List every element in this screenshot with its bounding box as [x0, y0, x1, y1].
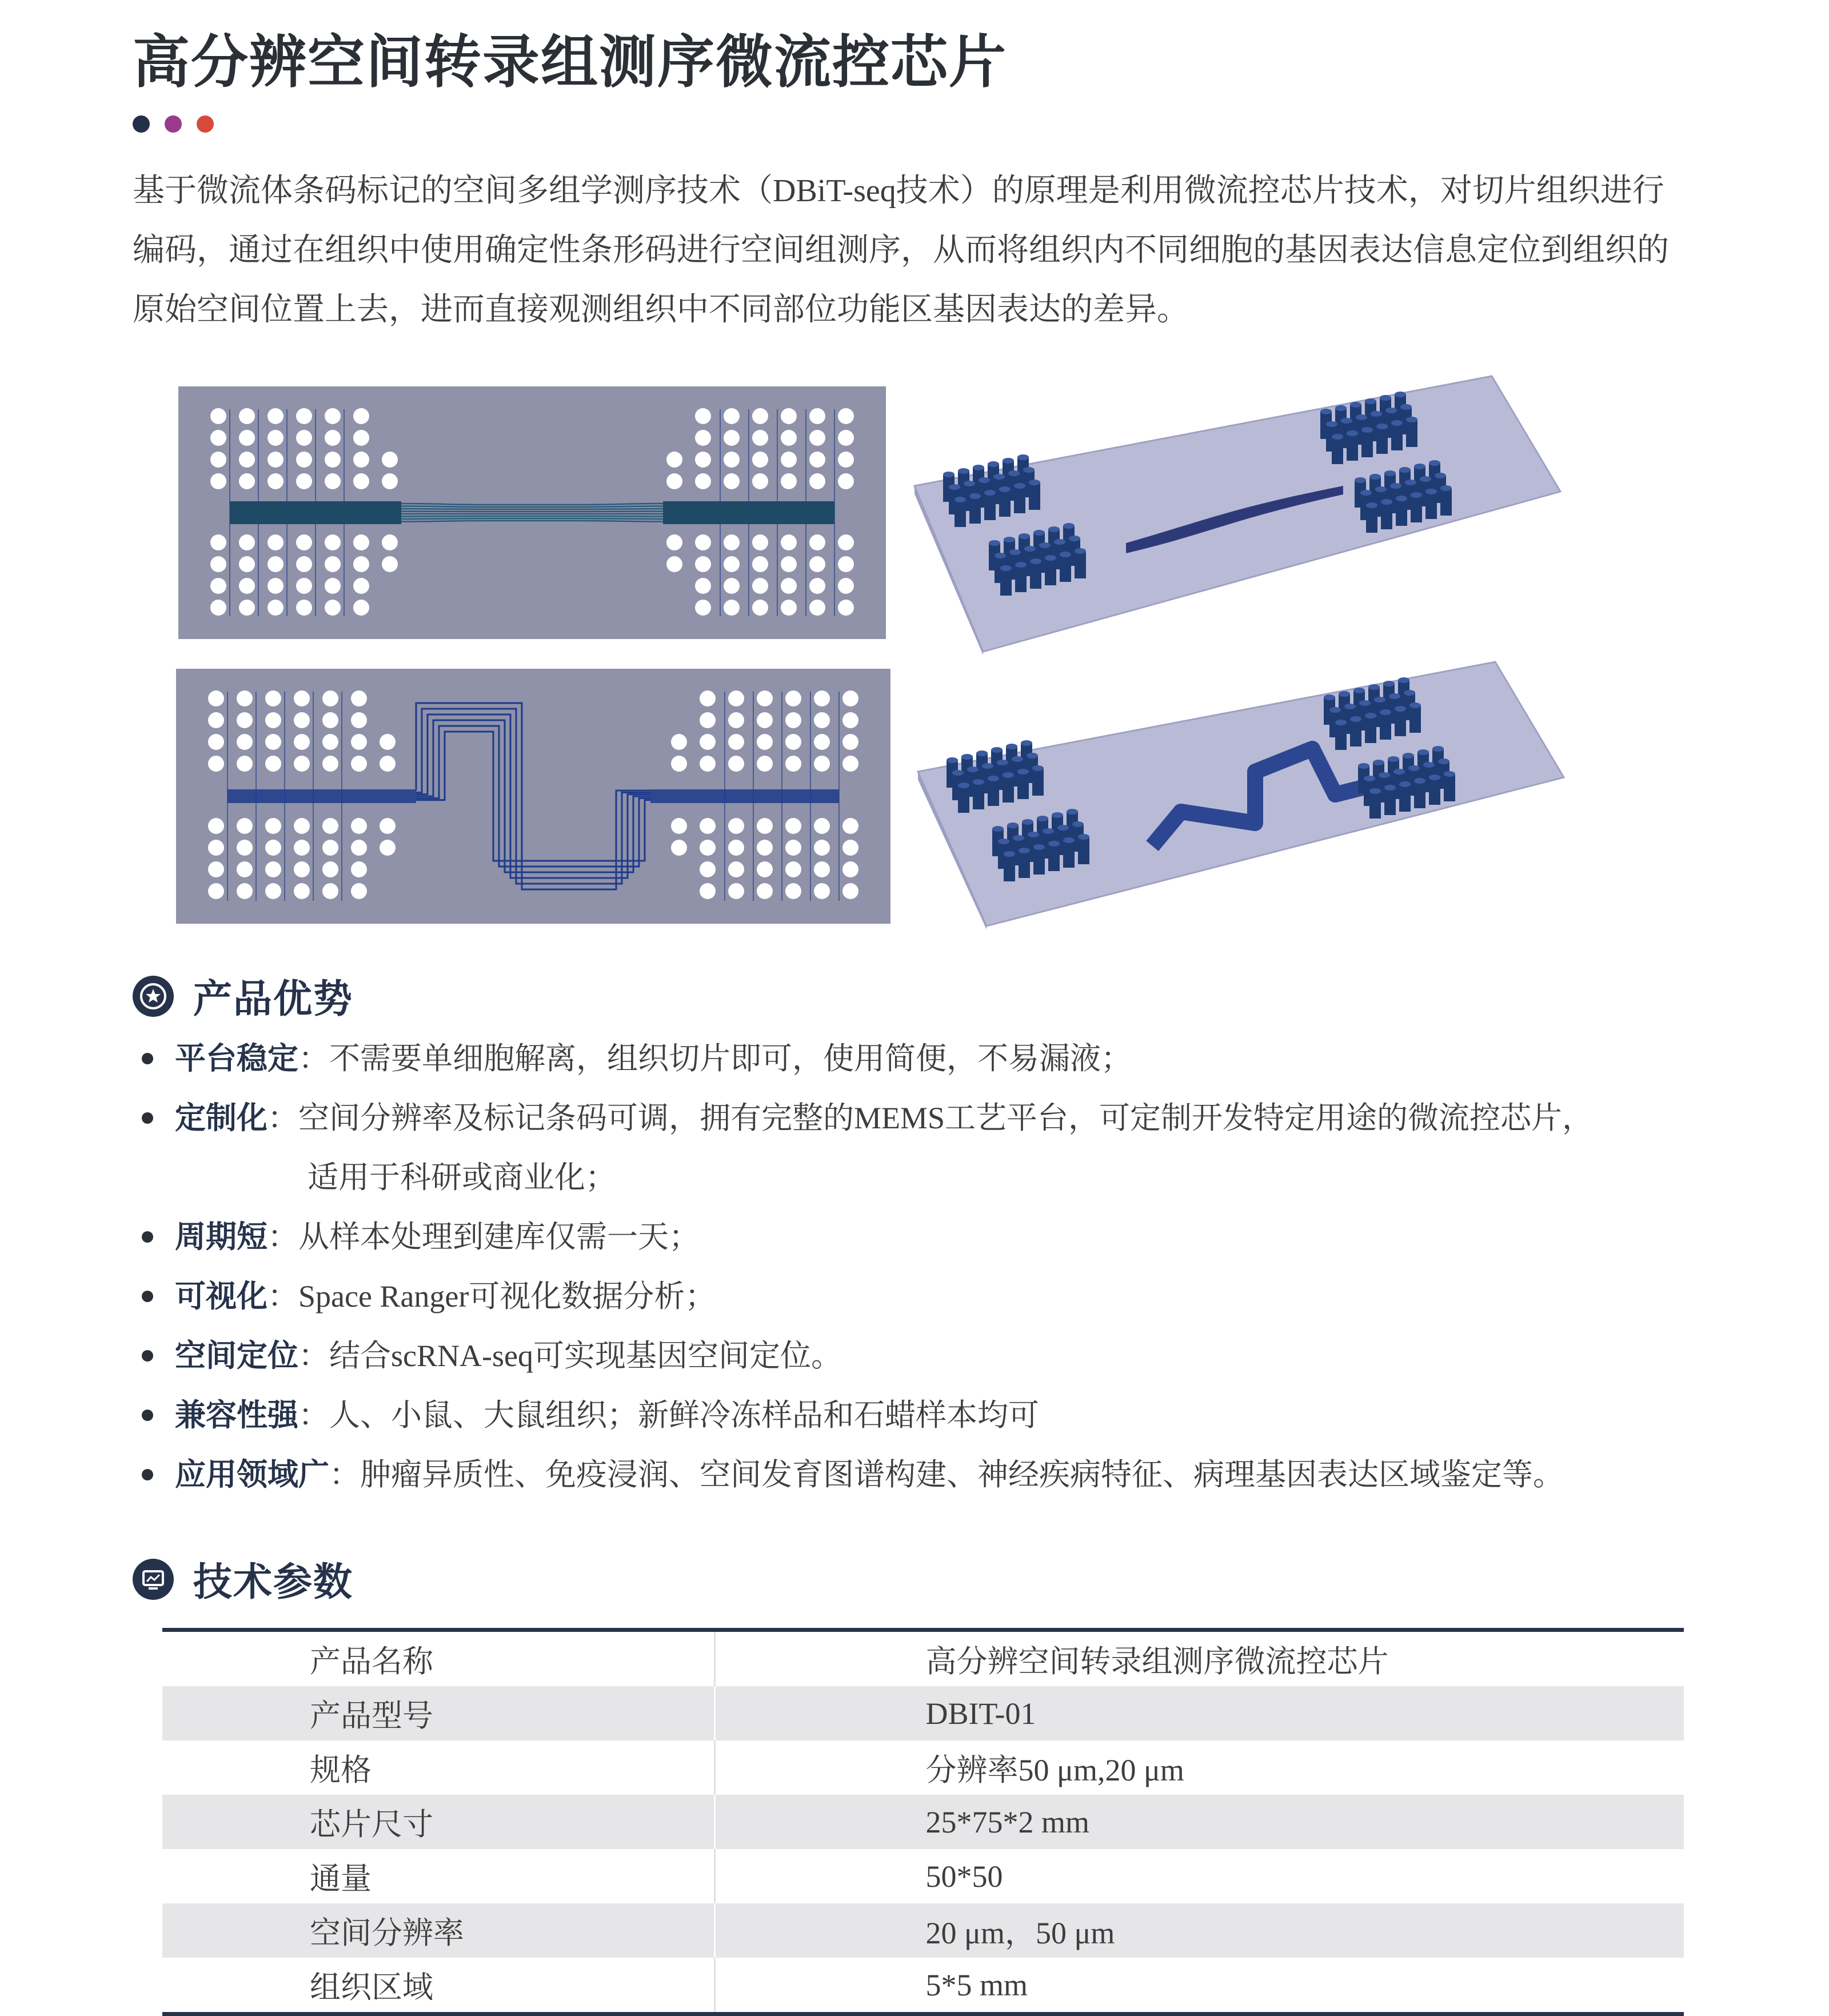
table-row: 芯片尺寸 25*75*2 mm — [162, 1795, 1684, 1849]
star-badge-icon — [133, 976, 174, 1017]
list-item: 空间定位：结合scRNA-seq可实现基因空间定位。 — [133, 1326, 1710, 1386]
list-item: 应用领域广：肿瘤异质性、免疫浸润、空间发育图谱构建、神经疾病特征、病理基因表达区域鉴定等。 — [133, 1445, 1710, 1504]
chip-3d-serpentine — [912, 657, 1570, 932]
accent-dots — [133, 115, 214, 133]
table-row: 规格 分辨率50 μm,20 μm — [162, 1740, 1684, 1795]
advantages-title: 产品优势 — [193, 977, 354, 1022]
advantages-list — [133, 1029, 1710, 1504]
list-item: 可视化：Space Ranger可视化数据分析； — [133, 1267, 1710, 1326]
list-item: 兼容性强：人、小鼠、大鼠组织；新鲜冷冻样品和石蜡样本均可 — [133, 1386, 1710, 1445]
monitor-chart-icon — [133, 1559, 174, 1600]
specs-heading — [133, 1551, 353, 1607]
table-row: 产品型号 DBIT-01 — [162, 1686, 1684, 1740]
list-item: 定制化：空间分辨率及标记条码可调，拥有完整的MEMS工艺平台，可定制开发特定用途的微流控芯片， 适用于科研或商业化； — [133, 1088, 1710, 1207]
table-row: 组织区域 5*5 mm — [162, 1958, 1684, 2014]
list-item: 平台稳定：不需要单细胞解离，组织切片即可，使用简便，不易漏液； — [133, 1029, 1710, 1088]
intro-paragraph: 基于微流体条码标记的空间多组学测序技术（DBiT-seq技术）的原理是利用微流控芯片技术，对切片组织进行编码，通过在组织中使用确定性条形码进行空间组测序，从而将组织内不同细胞的基因表达信息定位到组织的原始空间位置上去，进而直接观测组织中不同部位功能区基因表达的差异。 — [133, 173, 1669, 328]
table-row: 空间分辨率 20 μm，50 μm — [162, 1903, 1684, 1958]
chip-3d-straight — [909, 372, 1566, 657]
accent-dot-purple — [165, 115, 182, 133]
accent-dot-navy — [133, 115, 150, 133]
specs-title: 技术参数 — [193, 1560, 354, 1605]
page-title: 高分辨空间转录组测序微流控芯片 — [133, 29, 1007, 95]
table-row: 产品名称 高分辨空间转录组测序微流控芯片 — [162, 1630, 1684, 1687]
accent-dot-red — [197, 115, 214, 133]
chip-2d-serpentine — [176, 669, 890, 924]
advantages-heading — [133, 968, 353, 1024]
chip-2d-straight — [178, 386, 886, 639]
specs-table — [162, 1628, 1684, 2016]
table-row: 通量 50*50 — [162, 1849, 1684, 1903]
list-item: 周期短：从样本处理到建库仅需一天； — [133, 1207, 1710, 1267]
